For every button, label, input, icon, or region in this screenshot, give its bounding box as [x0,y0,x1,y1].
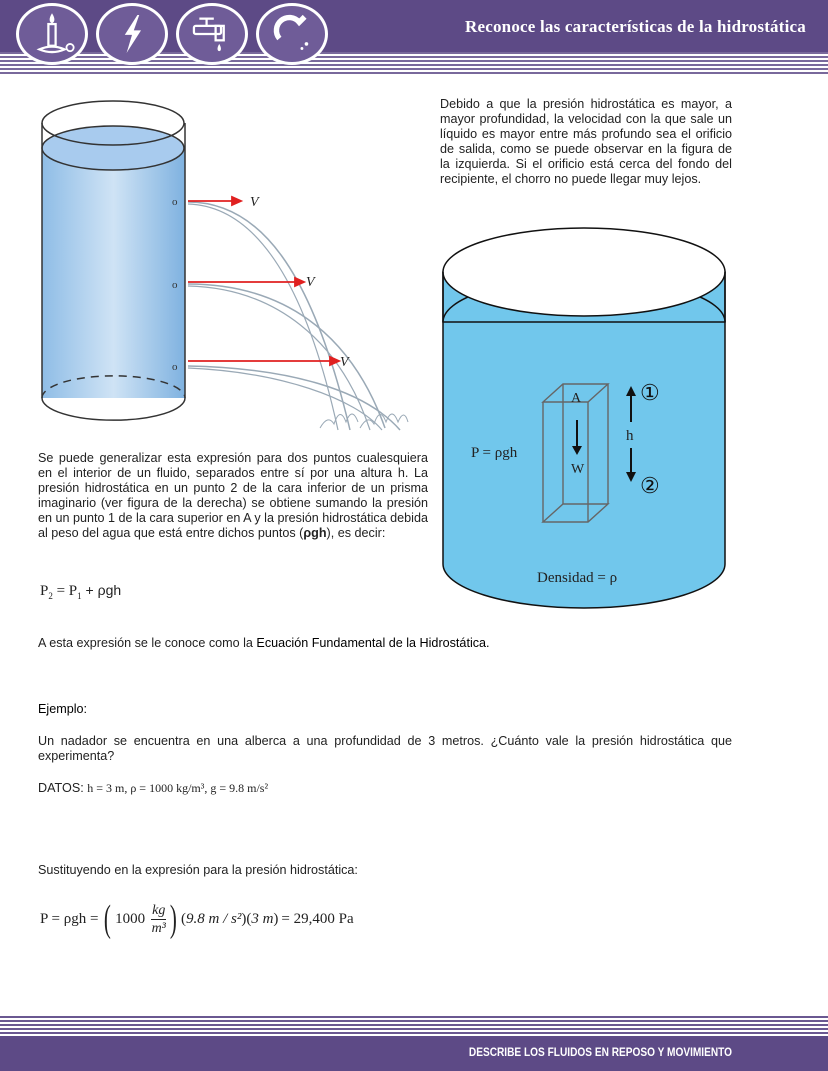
density-label: Densidad = ρ [537,570,618,586]
velocity-label-bottom: V [340,355,349,370]
equation-sentence: A esta expresión se le conoce como la Ecuación Fundamental de la Hidrostática. [38,636,490,650]
candle-icon [16,3,88,65]
page-header [0,0,828,76]
weight-label: W [571,462,585,477]
footer-text: DESCRIBE LOS FLUIDOS EN REPOSO Y MOVIMIENTO [468,1047,732,1059]
substitution-text: Sustituyendo en la expresión para la presión hidrostática: [38,863,358,877]
general-paragraph-text: Se puede generalizar esta expresión para dos puntos cualesquiera en el interior de un fluido, separados entre sí por una altura h. La presión hidrostática en un punto 2 de la cara inferior de un prisma imaginario (ver figura de la derecha) se obtiene sumando la presión en un punto 1 de la cara superior en A y la presión hidrostática debida al peso del agua que está entre dichos puntos ( [38,451,428,540]
tank-jets-figure [20,90,440,445]
general-paragraph-bold: ρgh [303,526,327,540]
solution-formula: P = ρgh = ( 1000 kg m³ ) ( 9.8 m / s² ) ( 3 m ) = 29,400 Pa [40,898,354,940]
faucet-icon [176,3,248,65]
pressure-label: P = ρgh [471,445,518,461]
equation-name: Ecuación Fundamental de la Hidrostática. [256,636,490,650]
orifice-top: o [172,196,178,208]
water-column [42,148,185,398]
footer-stripes [0,1014,828,1036]
velocity-label-middle: V [306,275,315,290]
jet-bottom [188,366,400,430]
data-line: DATOS: h = 3 m, ρ = 1000 kg/m³, g = 9.8 m/s² [38,781,269,795]
point-2-marker: ② [640,473,660,498]
jet-middle [188,284,385,428]
jet-top [188,202,350,430]
data-values: h = 3 m, ρ = 1000 kg/m³, g = 9.8 m/s² [87,781,269,795]
page-footer [0,1014,828,1071]
water-surface [42,126,184,170]
tank-prism-figure [438,224,730,614]
height-label: h [626,428,634,444]
fundamental-formula: $P_2 = P_1 + \rho gh$ [40,582,122,601]
example-question: Un nadador se encuentra en una alberca a una profundidad de 3 metros. ¿Cuánto vale la presión hidrostática que experimenta? [38,734,732,763]
point-1-marker: ① [640,380,660,405]
general-paragraph [38,451,428,541]
intro-paragraph: Debido a que la presión hidrostática es mayor, a mayor profundidad, la velocidad con la que sale un líquido es mayor entre más profundo sea el orificio de salida, como se puede observar en la figura de la izquierda. Si el orificio está cerca del fondo del recipiente, el chorro no puede llegar muy lejos. [440,97,732,186]
velocity-label-top: V [250,195,259,210]
orifice-middle: o [172,279,178,291]
general-paragraph-end: ), es decir: [326,526,386,540]
top-face-label: A [571,391,582,406]
page-title: Reconoce las características de la hidrostática [465,17,806,36]
tank-rim [443,228,725,316]
example-heading: Ejemplo: [38,702,87,716]
magnet-icon [256,3,328,65]
orifice-bottom: o [172,361,178,373]
lightning-icon [96,3,168,65]
